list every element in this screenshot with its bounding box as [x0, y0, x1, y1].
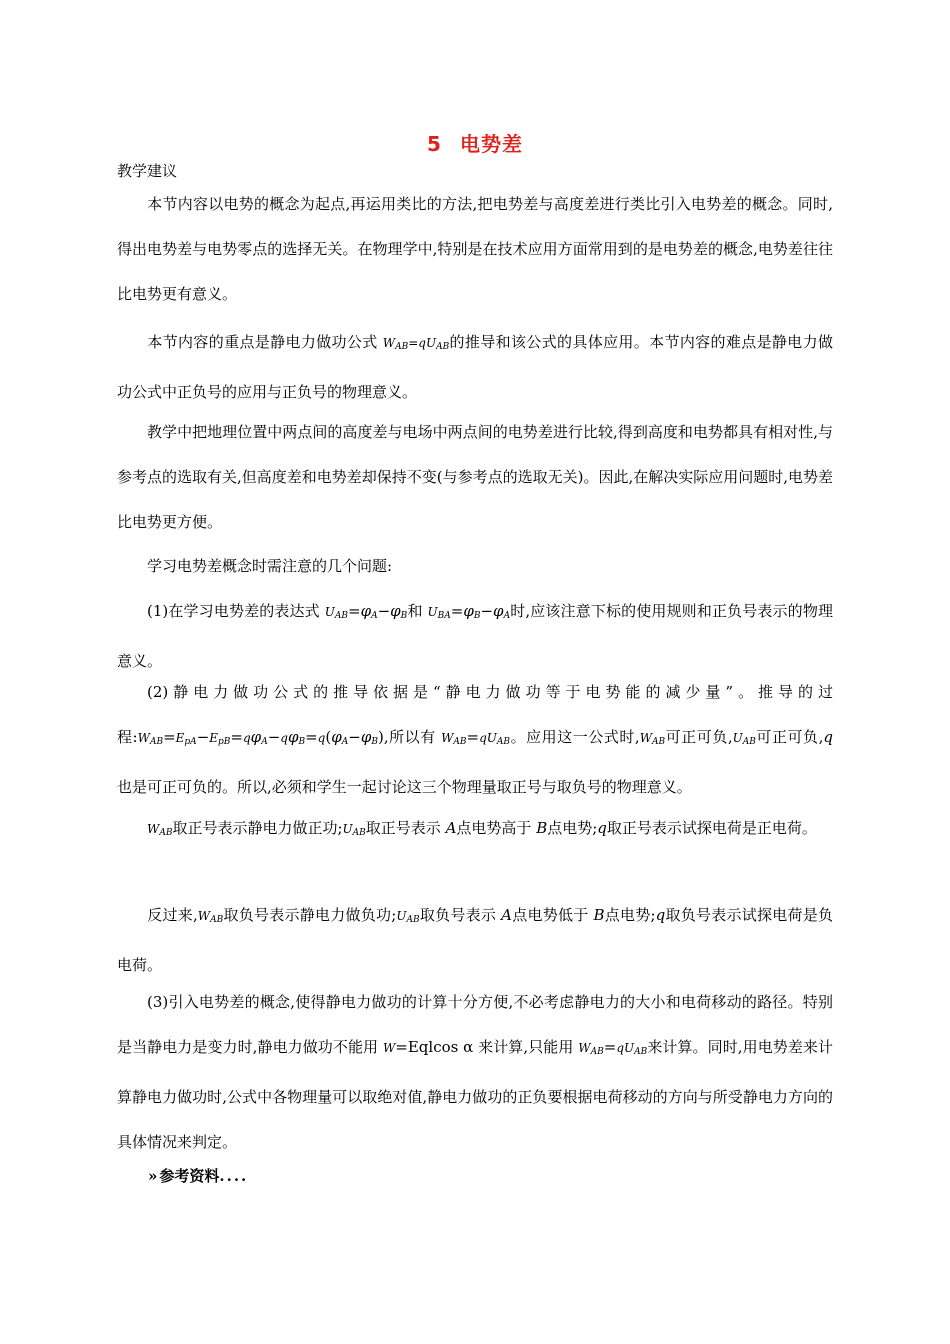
page-title: 5 电势差 — [427, 132, 523, 156]
paragraph-7: $W_{AB}$取正号表示静电力做正功$;U_{AB}$取正号表示 A点电势高于 B点电势;q取正号表示试探电荷是正电荷。 — [147, 819, 817, 838]
section-heading: 教学建议 — [117, 162, 178, 180]
double-chevron-icon: » — [148, 1167, 158, 1185]
paragraph-5: (1)在学习电势差的表达式 $U_{AB}=\varphi_A-\varphi_B$和 $U_{BA}=\varphi_B-\varphi_A$时,应该注意下标的使用规则和正负号表示的物理意义。 — [117, 602, 833, 670]
paragraph-6: (2)静电力做功公式的推导依据是“静电力做功等于电势能的减少量”。推导的过程$:W_{AB}=E_{pA}-E_{pB}=q\varphi_A-q\varphi_B=q(\varphi_A-\varphi_B)$,所以有 $W_{AB}=qU_{AB}$。应用这一公式时$,W_{AB}$可正可负$,U_{AB}$可正可负,q也是可正可负的。所以,必须和学生一起讨论这三个物理量取正号与取负号的物理意义。 — [117, 683, 833, 796]
paragraph-8: 反过来$,W_{AB}$取负号表示静电力做负功$;U_{AB}$取负号表示 A点电势低于 B点电势;q取负号表示试探电荷是负电荷。 — [117, 906, 833, 974]
paragraph-4: 学习电势差概念时需注意的几个问题: — [147, 557, 393, 575]
paragraph-3: 教学中把地理位置中两点间的高度差与电场中两点间的电势差进行比较,得到高度和电势都具有相对性,与参考点的选取有关,但高度差和电势差却保持不变(与参考点的选取无关)。因此,在解决实际应用问题时,电势差比电势更方便。 — [117, 423, 834, 531]
paragraph-1: 本节内容以电势的概念为起点,再运用类比的方法,把电势差与高度差进行类比引入电势差的概念。同时,得出电势差与电势零点的选择无关。在物理学中,特别是在技术应用方面常用到的是电势差的概念,电势差往往比电势更有意义。 — [117, 195, 833, 303]
paragraph-2: 本节内容的重点是静电力做功公式 $W_{AB}=qU_{AB}$的推导和该公式的具体应用。本节内容的难点是静电力做功公式中正负号的应用与正负号的物理意义。 — [117, 333, 833, 401]
reference-heading: » 参考资料.... — [148, 1167, 249, 1185]
paragraph-9: (3)引入电势差的概念,使得静电力做功的计算十分方便,不必考虑静电力的大小和电荷移动的路径。特别是当静电力是变力时,静电力做功不能用 W=Eqlcos α 来计算,只能用 $W_{AB}=qU_{AB}$来计算。同时,用电势差来计算静电力做功时,公式中各物理量可以取绝对值,静电力做功的正负要根据电荷移动的方向与所受静电力方向的具体情况来判定。 — [117, 993, 833, 1151]
